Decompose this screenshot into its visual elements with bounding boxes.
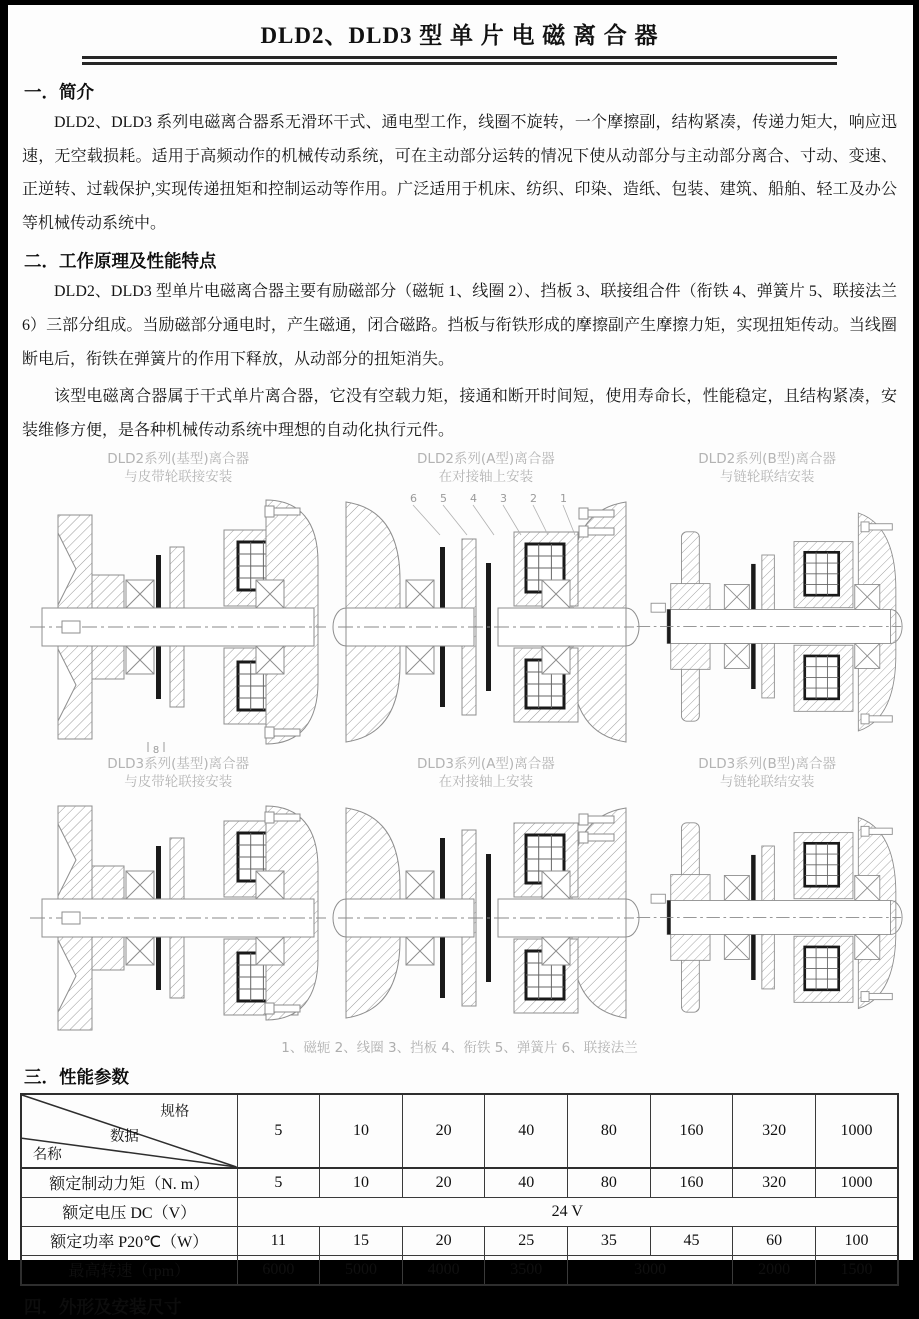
section-4-heading: 四．外形及安装尺寸 (24, 1296, 182, 1317)
svg-text:2: 2 (530, 492, 538, 506)
corner-label-name: 名称 (32, 1146, 62, 1163)
value-cell: 5000 (320, 1255, 403, 1285)
value-cell: 80 (568, 1168, 651, 1198)
corner-label-data: 数据 (109, 1128, 139, 1145)
diagram-caption: 与链轮联结安装 (719, 468, 815, 485)
section-2-heading: 二．工作原理及性能特点 (24, 251, 217, 272)
diagram-dld3-base (20, 756, 336, 1031)
title-divider (82, 56, 838, 65)
corner-label-spec: 规格 (160, 1103, 190, 1120)
value-cell: 1500 (815, 1255, 898, 1285)
row-label: 额定电压 DC（V） (21, 1197, 237, 1226)
spec-column-header: 1000 (815, 1094, 898, 1168)
value-cell: 3000 (568, 1255, 733, 1285)
spec-column-header: 80 (568, 1094, 651, 1168)
row-label: 额定制动力矩（N. m） (21, 1168, 237, 1198)
section-3-heading: 三．性能参数 (24, 1066, 129, 1087)
diagram-caption: DLD3系列(B型)离合器 (698, 756, 836, 773)
svg-text:6: 6 (410, 492, 418, 506)
value-cell: 15 (320, 1226, 403, 1255)
spec-column-header: 40 (485, 1094, 568, 1168)
value-cell: 1000 (815, 1168, 898, 1198)
diagram-caption: DLD3系列(基型)离合器 (107, 756, 250, 773)
value-cell: 10 (320, 1168, 403, 1198)
table-row (21, 1197, 898, 1226)
clutch-cross-section-drawing (635, 794, 903, 1032)
row-label: 额定功率 P20℃（W） (21, 1226, 237, 1255)
value-cell: 160 (650, 1168, 733, 1198)
section-1-paragraph: DLD2、DLD3 系列电磁离合器系无滑环干式、通电型工作，线圈不旋转，一个摩擦副，结构紧凑，传递力矩大，响应迅速，无空载损耗。适用于高频动作的机械传动系统，可在主动部分运转的情况下使从动部分与主动部分离合、寸动、变速、正逆转、过载保护,实现传递扭矩和控制运动等作用。广泛适用于机床、纺织、印染、造纸、包装、建筑、船舶、轻工及办公等机械传动系统中。 (22, 114, 897, 232)
value-cell: 20 (402, 1168, 485, 1198)
value-cell: 3500 (485, 1255, 568, 1285)
diagram-caption: 在对接轴上安装 (438, 773, 534, 790)
diagram-dld2-base (20, 451, 336, 756)
value-cell: 45 (650, 1226, 733, 1255)
diagram-caption: DLD2系列(B型)离合器 (698, 451, 836, 468)
section-1-heading: 一．简介 (24, 82, 94, 102)
diagram-caption: DLD3系列(A型)离合器 (417, 756, 555, 773)
table-row (21, 1168, 898, 1198)
svg-text:8: 8 (153, 745, 160, 757)
diagram-caption: 与链轮联结安装 (719, 773, 815, 790)
spec-column-header: 5 (237, 1094, 320, 1168)
diagram-row-1 (20, 451, 899, 756)
value-cell: 24 V (237, 1197, 898, 1226)
value-cell: 11 (237, 1226, 320, 1255)
value-cell: 2000 (733, 1255, 816, 1285)
svg-text:5: 5 (440, 492, 448, 506)
value-cell: 320 (733, 1168, 816, 1198)
value-cell: 40 (485, 1168, 568, 1198)
clutch-cross-section-drawing (635, 488, 903, 756)
diagram-dld2-a (336, 451, 635, 756)
diagram-caption: 在对接轴上安装 (438, 468, 534, 485)
value-cell: 100 (815, 1226, 898, 1255)
svg-text:4: 4 (470, 492, 478, 506)
diagram-dld3-b (635, 756, 899, 1031)
diagram-row-2 (20, 756, 899, 1031)
table-row (21, 1226, 898, 1255)
section-2-paragraph-2: 该型电磁离合器属于干式单片离合器，它没有空载力矩，接通和断开时间短，使用寿命长，性能稳定，且结构紧凑，安装维修方便，是各种机械传动系统中理想的自动化执行元件。 (22, 388, 897, 439)
diagram-caption: 与皮带轮联接安装 (124, 773, 233, 790)
value-cell: 20 (402, 1226, 485, 1255)
section-2-paragraph-1: DLD2、DLD3 型单片电磁离合器主要有励磁部分（磁轭 1、线圈 2）、挡板 3、联接组合件（衔铁 4、弹簧片 5、联接法兰 6）三部分组成。当励磁部分通电时，产生磁通，闭合磁路。挡板与衔铁形成的摩擦副产生摩擦力矩，实现扭矩传动。当线圈断电后，衔铁在弹簧片的作用下释放，从动部分的扭矩消失。 (22, 283, 897, 368)
spec-column-header: 20 (402, 1094, 485, 1168)
value-cell: 4000 (402, 1255, 485, 1285)
clutch-cross-section-drawing (336, 794, 636, 1032)
params-table-body (21, 1094, 898, 1285)
diagram-dld2-b (635, 451, 899, 756)
diagram-caption: 与皮带轮联接安装 (124, 468, 233, 485)
diagram-caption: DLD2系列(A型)离合器 (417, 451, 555, 468)
spec-column-header: 320 (733, 1094, 816, 1168)
params-table (20, 1093, 899, 1286)
clutch-cross-section-drawing (24, 488, 332, 756)
document-page (8, 5, 913, 1317)
diagram-dld3-a (336, 756, 635, 1031)
spec-column-header: 160 (650, 1094, 733, 1168)
value-cell: 60 (733, 1226, 816, 1255)
svg-text:1: 1 (560, 492, 568, 506)
page-title: DLD2、DLD3 型 单 片 电 磁 离 合 器 (260, 23, 659, 48)
clutch-cross-section-drawing (336, 488, 636, 756)
row-label: 最高转速（rpm） (21, 1255, 237, 1285)
table-corner-cell (21, 1094, 237, 1168)
parts-legend: 1、磁轭 2、线圈 3、挡板 4、衔铁 5、弹簧片 6、联接法兰 (281, 1039, 638, 1056)
spec-column-header: 10 (320, 1094, 403, 1168)
diagram-caption: DLD2系列(基型)离合器 (107, 451, 250, 468)
clutch-cross-section-drawing (24, 794, 332, 1032)
value-cell: 6000 (237, 1255, 320, 1285)
value-cell: 35 (568, 1226, 651, 1255)
table-row (21, 1255, 898, 1285)
svg-text:3: 3 (500, 492, 508, 506)
value-cell: 5 (237, 1168, 320, 1198)
value-cell: 25 (485, 1226, 568, 1255)
